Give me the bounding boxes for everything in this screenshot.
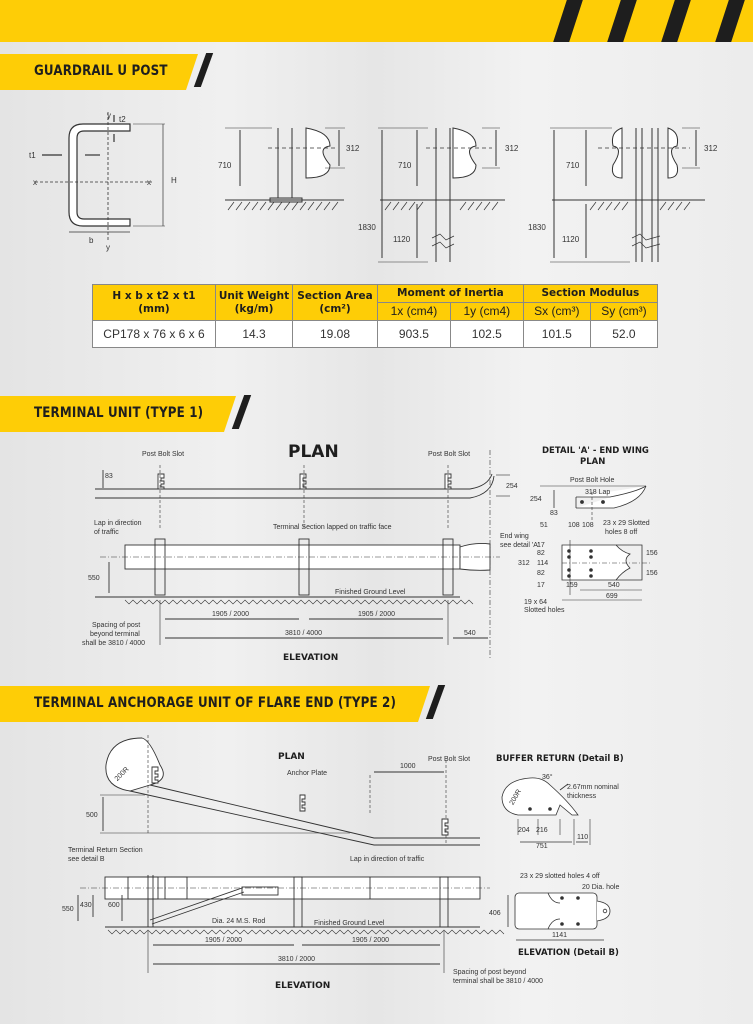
label-y: y [107,111,111,120]
dim-1830: 1830 [528,223,546,232]
dim-430: 430 [80,902,92,909]
dim-312: 312 [704,144,718,153]
note-spacing-1: Spacing of post [92,622,141,629]
cell-iy: 102.5 [450,321,523,348]
label-ms-rod: Dia. 24 M.S. Rod [212,918,266,925]
header-weight-unit: (kg/m) [234,302,274,315]
label-thickness: 2.67mm nominal [567,784,619,791]
label-slotted-holes: 23 x 29 Slotted [603,520,650,527]
post-base-plate-diagram [225,128,345,210]
dim-216: 216 [536,827,548,834]
dim-751: 751 [536,843,548,850]
label-end-wing: End wing [500,533,529,540]
dim-83: 83 [550,510,558,517]
dim-108: 108 [568,522,580,529]
dim-699: 699 [606,593,618,600]
dim-1141: 1141 [552,932,568,939]
dim-312: 312 [505,144,519,153]
label-return-section: Terminal Return Section [68,847,143,854]
dim-1830: 1830 [358,223,376,232]
dim-550: 550 [88,575,100,582]
cell-weight: 14.3 [216,321,293,348]
header-sx: Sx (cm³) [523,303,590,321]
dim-204: 204 [518,827,530,834]
dim-span-b: 1905 / 2000 [352,937,389,944]
dim-406: 406 [489,910,501,917]
header-weight: Unit Weight [218,289,290,302]
banner-slash-icon [194,53,213,87]
label-slotted-holes-2: holes 8 off [605,529,638,536]
label-lap-direction: Lap in direction [94,520,142,527]
type2-diagrams [0,735,753,1024]
elevation-title: ELEVATION [275,981,331,991]
dim-108: 108 [582,522,594,529]
header-sy: Sy (cm³) [590,303,657,321]
label-t2: t2 [119,115,126,124]
label-lap-direction-2: of traffic [94,529,119,536]
header-area: Section Area [297,289,373,302]
hazard-stripe [715,0,745,42]
note-spacing-1: Spacing of post beyond [453,969,527,976]
dim-159: 159 [566,582,578,589]
header-dim-unit: (mm) [138,302,170,315]
dim-318-lap: 318 Lap [585,489,611,496]
header-area-unit: (cm²) [319,302,351,315]
label-terminal-lapped: Terminal Section lapped on traffic face [273,524,392,531]
cell-sx: 101.5 [523,321,590,348]
dim-254: 254 [530,496,542,503]
cell-dim: CP178 x 76 x 6 x 6 [93,321,216,348]
label-post-bolt-slot: Post Bolt Slot [142,451,185,458]
label-t1: t1 [29,151,36,160]
dim-156: 156 [646,570,658,577]
hazard-stripe [607,0,637,42]
section-title-type1: TERMINAL UNIT (TYPE 1) [34,405,204,421]
hazard-stripe [553,0,583,42]
dim-710: 710 [566,161,580,170]
label-return-section-2: see detail B [68,856,105,863]
hazard-stripe [661,0,691,42]
dim-span-a: 1905 / 2000 [212,611,249,618]
dim-82: 82 [537,570,545,577]
label-post-bolt-slot: Post Bolt Slot [428,451,471,458]
dim-1120: 1120 [562,235,580,244]
section-title-u-post: GUARDRAIL U POST [34,63,168,79]
header-inertia: Moment of Inertia [378,285,524,303]
label-finished-ground: Finished Ground Level [335,589,406,596]
dim-540: 540 [464,630,476,637]
header-iy: 1y (cm4) [450,303,523,321]
dim-span-total: 3810 / 2000 [278,956,315,963]
dim-17: 17 [537,582,545,589]
dim-83: 83 [105,473,113,480]
dim-550: 550 [62,906,74,913]
detail-b-elevation-title: ELEVATION (Detail B) [518,948,619,958]
dim-51: 51 [540,522,548,529]
label-thickness-2: thickness [567,793,597,800]
cell-sy: 52.0 [590,321,657,348]
label-slotted-holes: Slotted holes [524,607,565,614]
detail-a-subtitle: PLAN [580,457,606,467]
dim-200R: 200R [113,765,131,783]
dim-span-a: 1905 / 2000 [205,937,242,944]
label-slot-19x64: 19 x 64 [524,599,547,606]
dim-254: 254 [506,483,518,490]
dim-36-deg: 36° [542,774,553,781]
dim-312: 312 [346,144,360,153]
label-x-right: x [147,178,151,187]
dim-1000: 1000 [400,763,416,770]
cell-area: 19.08 [293,321,378,348]
label-anchor-plate: Anchor Plate [287,770,328,777]
label-20-dia-hole: 20 Dia. hole [582,884,620,891]
dim-312: 312 [518,560,530,567]
header-modulus: Section Modulus [523,285,657,303]
label-slotted-holes: 23 x 29 slotted holes 4 off [520,873,600,880]
dim-710: 710 [398,161,412,170]
label-lap-direction: Lap in direction of traffic [350,856,425,863]
label-x-left: x [33,178,37,187]
label-finished-ground: Finished Ground Level [314,920,385,927]
table-row [93,321,658,348]
elevation-title: ELEVATION [283,653,339,663]
dim-114: 114 [537,560,549,567]
dim-500: 500 [86,812,98,819]
section-title-type2: TERMINAL ANCHORAGE UNIT OF FLARE END (TYPE 2) [34,695,397,711]
u-post-diagrams [0,100,753,275]
note-spacing-2: terminal shall be 3810 / 4000 [453,978,543,985]
detail-b-title: BUFFER RETURN (Detail B) [496,754,624,764]
header-dim: H x b x t2 x t1 [112,289,196,302]
dim-600: 600 [108,902,120,909]
plan-title: PLAN [278,752,305,762]
label-H: H [171,176,177,185]
dim-156: 156 [646,550,658,557]
label-post-bolt-slot: Post Bolt Slot [428,756,471,763]
u-post-spec-table [92,284,658,348]
dim-540: 540 [608,582,620,589]
detail-a-elevation [562,540,650,600]
dim-span-total: 3810 / 4000 [285,630,322,637]
top-banner [0,0,753,42]
cell-ix: 903.5 [378,321,451,348]
dim-17: 17 [537,542,545,549]
dim-span-b: 1905 / 2000 [358,611,395,618]
u-profile-diagram [35,112,165,240]
dim-110: 110 [577,834,589,841]
label-y-bottom: y [106,243,110,252]
banner-slash-icon [232,395,251,429]
dim-710: 710 [218,161,232,170]
dim-82: 82 [537,550,545,557]
banner-slash-icon [426,685,445,719]
label-b: b [89,236,94,245]
header-ix: 1x (cm4) [378,303,451,321]
note-spacing-2: beyond terminal [90,631,140,638]
dim-200R: 200R [508,788,524,807]
detail-a-title: DETAIL 'A' - END WING [542,446,649,456]
plan-title: PLAN [288,442,339,462]
label-post-bolt-hole: Post Bolt Hole [570,477,615,484]
dim-1120: 1120 [393,235,411,244]
label-end-wing-2: see detail 'A' [500,542,540,549]
note-spacing-3: shall be 3810 / 4000 [82,640,146,647]
type1-diagrams [0,430,753,670]
